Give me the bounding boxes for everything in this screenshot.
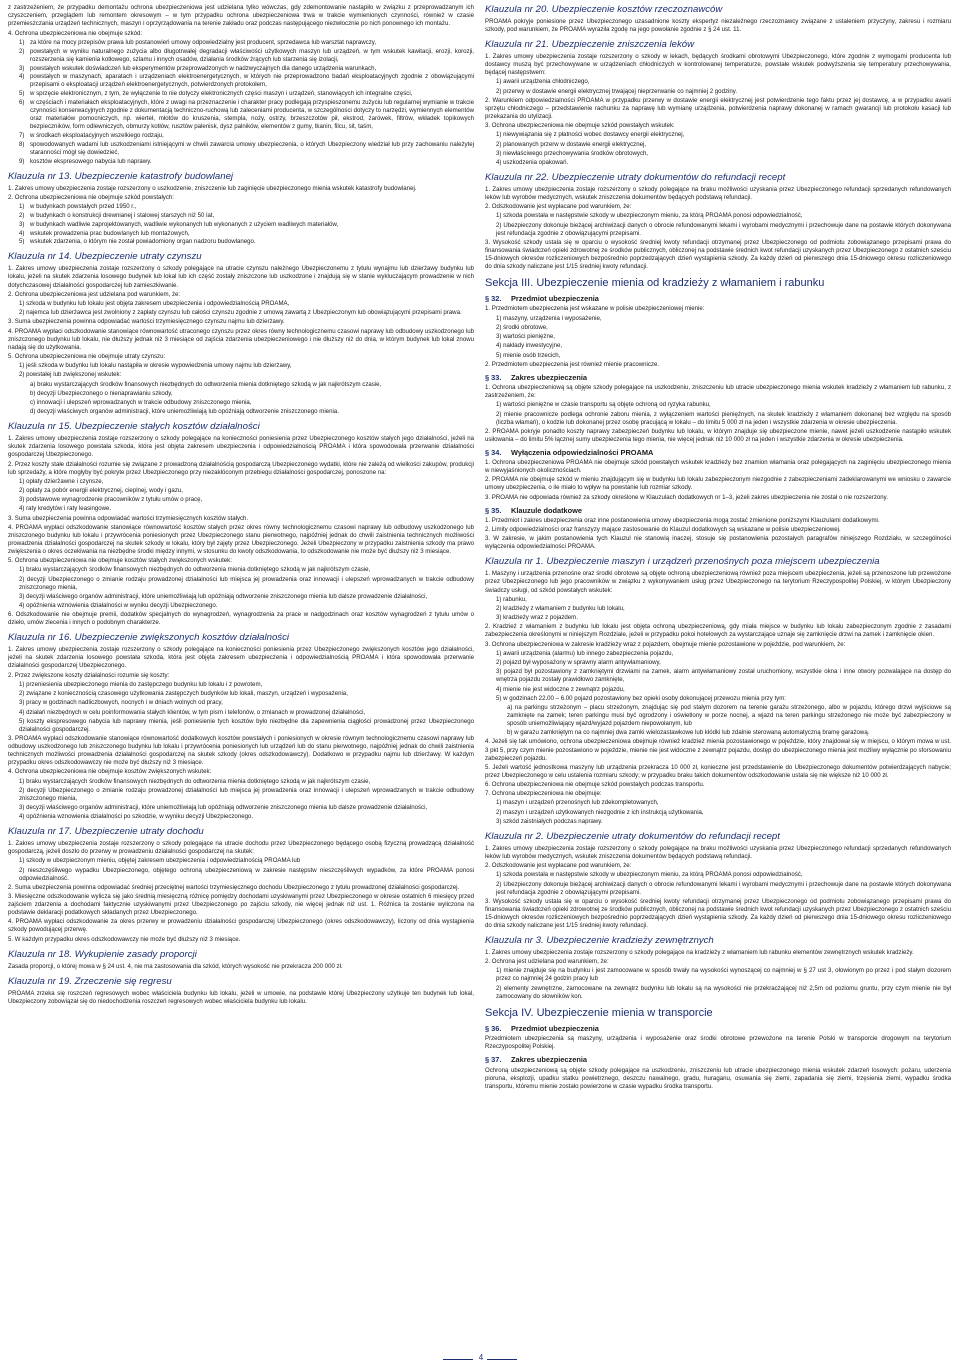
clause-17-text: 5. W każdym przypadku okres odszkodowawczy nie może być dłuższy niż 3 miesiące. <box>8 935 241 943</box>
paragraph-32-text: 5) mienie osób trzecich, <box>496 351 561 359</box>
clause-16-text: 2) związane z koniecznością czasowego użytkowania zastępczych budynków lub lokali, maszyn, urządzeń i wyposażenia, <box>19 690 348 698</box>
clause-13-text: 1. Zakres umowy ubezpieczenia zostaje rozszerzony o uszkodzenie, zniszczenie lub zaginięcie ubezpieczonego mienia wskutek katastrofy budowlanej. <box>8 184 417 192</box>
clause-1-text: 2) pojazd był wyposażony w sprawny alarm antywłamaniowy, <box>496 659 661 667</box>
clause-14-text: 3. Suma ubezpieczenia powinna odpowiadać wartości trzymiesięcznego czynszu najmu lub dzierżawy. <box>8 318 285 326</box>
list-item: 3) powstałych wskutek doświadczeń lub eksperymentów przeprowadzonych w nadzwyczajnych dla danego urządzenia warunkach, <box>19 64 377 72</box>
clause-3-text: 1. Zakres umowy ubezpieczenia zostaje rozszerzony o szkody polegające na kradzieży z włamaniem lub rabunku elementów zewnętrznych wskutek kradzieży. <box>485 948 914 956</box>
clause-21-text: 1. Zakres umowy ubezpieczenia zostaje rozszerzony o szkody w lekach, będących środkami obrotowymi Ubezpieczonego, które zgodnie z wymogami producenta lub dostawcy muszą być przechowywane w urządzeniach chłodniczych w kontrolowanej temperaturze, powstałe wskutek podwyższenia się temperatury przechowywania, będącej następstwem: <box>485 53 951 77</box>
clause-22-text: 2) Ubezpieczony dokonuje bieżącej archiwizacji danych o obrocie refundowanymi lekami i wyrobami medycznymi i przechowuje dane na postawie których dokonywana jest refundacja zgodnie z obowiązującymi przepisami. <box>496 221 951 237</box>
clause-14-text: 5. Ochrona ubezpieczeniowa nie obejmuje utraty czynszu: <box>8 352 166 360</box>
clause-1-text: 3) szkód zaistniałych podczas naprawy. <box>496 817 603 825</box>
exclusions-intro: 4. Ochrona ubezpieczeniowa nie obejmuje szkód: <box>8 29 143 37</box>
clause-22-title: Klauzula nr 22. Ubezpieczenie utraty dokumentów do refundacji recept <box>485 171 786 183</box>
clause-21-text: 2) planowanych przerw w dostawie energii elektrycznej, <box>496 140 647 148</box>
clause-2-title: Klauzula nr 2. Ubezpieczenie utraty dokumentów do refundacji recept <box>485 830 780 842</box>
clause-15-text: 3) podstawowe wynagrodzenie pracowników z tytułu umów o pracę, <box>19 496 203 504</box>
clause-1-text: b) w garażu zamkniętym na co najmniej dwa zamki wielozastawkowe lub kłódki lub zdalnie sterowaną automatyczną bramę garażową. <box>507 729 870 737</box>
clause-17-text: 2. Suma ubezpieczenia powinna odpowiadać średniej przeciętnej wartości trzymiesięcznego dochodu Ubezpieczonego z tytułu prowadzonej działalności gospodarczej. <box>8 883 460 891</box>
clause-14-text: 4. PROAMA wypłaci odszkodowanie stanowiące równowartość utraconego czynszu przez okres równy technologicznemu czasowi naprawy lub odbudowy uszkodzonego lub zniszczonego budynku lub lokalu, nie dłuższy jednak niż 3 miesiące od zajścia zdarzenia ubezpieczeniowego i nie dłuższy niż do dnia, w którym budynek lub lokal znowu nadają się do użytkowania. <box>8 327 474 351</box>
list-item: 1) w budynkach powstałych przed 1950 r., <box>19 203 137 211</box>
clause-15-text: 3) decyzji właściwego organów administracji, które uniemożliwiają lub opóźniają odtworzenie zniszczonego mienia lub dalsze prowadzenie działalności, <box>19 592 428 600</box>
page-number: 4 <box>478 1353 484 1362</box>
clause-14-text: 1) szkoda w budynku lub lokalu jest objęta zakresem ubezpieczenia i odpowiedzialnością PROAMA, <box>19 299 290 307</box>
clause-14-text: 1) jeśli szkoda w budynku lub lokalu nastąpiła w okresie wypowiedzenia umowy najmu lub dzierżawy, <box>19 362 292 370</box>
clause-16-text: 3) decyzji właściwego organów administracji, które uniemożliwiają lub opóźniają odtworzenie zniszczonego mienia lub dalsze prowadzenie działalności, <box>19 803 428 811</box>
clause-21-text: 2. Warunkiem odpowiedzialności PROAMA w przypadku przerwy w dostawie energii elektrycznej jest potwierdzenie tego faktu przez jej dostawcę, a w przypadku awarii sprzętu chłodniczego – przedstawienie rachunku za naprawę lub wymianę urządzenia, potwierdzenia naprawy dokonanej w ramach gwarancji lub protokołu kasacji lub przekazania do utylizacji. <box>485 96 951 120</box>
paragraph-number: § 35. <box>485 505 502 515</box>
clause-1-text: 2) maszyn i urządzeń użytkowanych niezgodnie z ich instrukcją użytkowania, <box>496 808 704 816</box>
clause-13-title: Klauzula nr 13. Ubezpieczenie katastrofy budowlanej <box>8 170 234 182</box>
clause-1-text: 3) pojazd był pozostawiony z zamkniętymi drzwiami na zamek, alarm antywłamaniowy został uruchomiony, wszystkie okna i inne otwory pozwalające na dostęp do wnętrza pojazdu zostały prawidłowo zamknięte, <box>496 668 951 684</box>
clause-14-text: 2) najemca lub dzierżawca jest zwolniony z zapłaty czynszu lub całości czynszu zgodnie z umową zawartą z Ubezpieczonym lub obowiązującymi przepisami prawa. <box>19 309 462 317</box>
section-3-title: Sekcja III. Ubezpieczenie mienia od kradzieży z włamaniem i rabunku <box>485 277 825 290</box>
section-4-title: Sekcja IV. Ubezpieczenie mienia w transporcie <box>485 1006 713 1019</box>
intro-paragraph: z zastrzeżeniem, że przypadku demontażu ochrona ubezpieczeniowa jest udzielana tylko wówczas, gdy zdemontowanie nastąpiło w związku z przeprowadzanym ich czyszczeniem, przeglądem lub remontem okresowym – w tym przypadku ochrona ubezpieczeniowa trwa w trakcie wymienionych czynności, również w czasie przemieszczania urządzeń technicznych, maszyn i oprzyrządowania na terenie zakładu oraz podczas następującego niezwłocznie po nich ponownego ich montażu. <box>8 4 474 28</box>
paragraph-35-text: 1. Przedmiot i zakres ubezpieczenia oraz inne postanowienia umowy ubezpieczenia mogą zostać zmienione poniższymi Klauzulami dodatkowymi. <box>485 516 880 524</box>
clause-20-title: Klauzula nr 20. Ubezpieczenie kosztów rzeczoznawców <box>485 4 723 15</box>
clause-16-text: 1) braku wystarczających środków finansowych niezbędnych do odtworzenia mienia dotkniętego szkodą w jak najkrótszym czasie, <box>19 777 371 785</box>
clause-17-text: 1) szkody w ubezpieczonym mieniu, objętej zakresem ubezpieczenia i odpowiedzialnością PROAMA lub <box>19 857 301 865</box>
clause-21-title: Klauzula nr 21. Ubezpieczenie zniszczenia leków <box>485 39 695 51</box>
clause-17-text: 2) nieszczęśliwego wypadku Ubezpieczonego, objętego ochroną ubezpieczeniową w zakresie następstw nieszczęśliwych wypadków, za które PROAMA ponosi odpowiedzialność. <box>19 866 474 882</box>
clause-1-text: 4) mienie nie jest widoczne z zewnątrz pojazdu, <box>496 685 625 693</box>
clause-1-text: a) na parkingu strzeżonym – placu strzeżonym, znajdując się pod stałym dozorem na terenie garażu strzeżonego, albo w pojazdu, którego drzwi wyjściowe są zamknięte na zamek; teren parkingu musi być ogrodzony i oświetlony w porze nocnej, a wjazd na teren parkingu strzeżonego nie może być zabezpieczony w sposób uniemożliwiający wjazd/wyjazd pojazdem niepowołanym, lub <box>507 703 951 728</box>
clause-15-text: 1) opłaty dzierżawne i czynsze, <box>19 477 104 485</box>
paragraph-33-heading <box>485 373 951 383</box>
clause-16-text: 1. Zakres umowy ubezpieczenia zostaje rozszerzony o szkody polegające na konieczności poniesienia przez Ubezpieczonego zwiększonych kosztów jego działalności, jeżeli na skutek zdarzenia losowego powstała szkoda, która jest objęta zakresem ubezpieczenia i odpowiedzialnością PROAMA i która spowodowała przerwanie działalności gospodarczej Ubezpieczonego. <box>8 646 474 670</box>
paragraph-34-text: 2. PROAMA nie obejmuje szkód w mieniu znajdującym się w budynku lub lokalu zabezpieczonym niezgodnie z zabezpieczeniami zadeklarowanymi we wniosku o zawarcie umowy ubezpieczenia, o ile miało to wpływ na powstanie lub rozmiar szkody. <box>485 476 951 492</box>
paragraph-number: § 34. <box>485 447 502 457</box>
clause-15-text: 1. Zakres umowy ubezpieczenia zostaje rozszerzony o szkody polegające na konieczności poniesienia przez Ubezpieczonego kosztów stałych jego działalności, jeżeli na skutek zdarzenia losowego powstała szkoda, która jest objęta zakresem ubezpieczenia i odpowiedzialnością PROAMA i która spowodowała przerwanie działalności gospodarczej Ubezpieczonego. <box>8 435 474 459</box>
clause-14-title: Klauzula nr 14. Ubezpieczenie utraty czynszu <box>8 251 202 263</box>
clause-16-text: 2) decyzji Ubezpieczonego o zmianie rodzaju prowadzonej działalności lub miejsca jej prowadzenia oraz innowacji i ulepszeń wprowadzanych w trakcie odbudowy zniszczonego mienia, <box>19 786 474 802</box>
clause-14-text: d) decyzji właściwych organów administracji, które uniemożliwiają lub opóźniają odtworzenie zniszczonego mienia. <box>30 408 339 416</box>
clause-1-text: 1) awarii urządzenia (alarmu) lub innego zabezpieczenia pojazdu, <box>496 649 674 657</box>
paragraph-title: Zakres ubezpieczenia <box>511 1055 587 1065</box>
clause-16-text: 2. Przez zwiększone koszty działalności rozumie się koszty: <box>8 671 170 679</box>
list-item: 4) wskutek prowadzenia prac budowlanych lub montażowych, <box>19 229 190 237</box>
clause-1-text: 6. Ochrona ubezpieczeniowa nie obejmuje szkód powstałych podczas transportu. <box>485 781 705 788</box>
list-item: 5) w sprzęcie elektronicznym, z tym, że wyłączenie to nie dotyczy elektronicznych części maszyn i urządzeń, stanowiących ich integralne części, <box>19 90 413 98</box>
clause-22-text: 1) szkoda powstała w następstwie szkody w ubezpieczonym mieniu, za którą PROAMA ponosi odpowiedzialność, <box>496 212 803 220</box>
paragraph-34-text: 3. PROAMA nie odpowiada również za szkody określone w Klauzulach dodatkowych nr 1–3, jeżeli zakres ubezpieczenia nie został o nie rozszerzony. <box>485 493 888 501</box>
clause-2-text: 3. Wysokość szkody ustala się w oparciu o wysokość średniej kwoty refundacji otrzymanej przez Ubezpieczonego od podmiotu zobowiązanego przepisami prawa do finansowania świadczeń opieki zdrowotnej ze środków publicznych, obliczonej na podstawie średnich kwot refundacji uzyskanych przez Ubezpieczonego z ostatnich sześciu 15-dniowych okresów rozliczeniowych bezpośrednio poprzedzających dzień wystąpienia szkody. Za każdy dzień od pierwszego dnia 15-dniowego okresu rozliczeniowego do dnia szkody naliczane jest 1/15 średniej kwoty refundacji. <box>485 897 951 929</box>
paragraph-37-text: Ochroną ubezpieczeniową są objęte szkody polegające na uszkodzeniu, zniszczeniu lub utracie ubezpieczonego mienia wskutek zdarzeń losowych: pożaru, uderzenia pioruna, eksplozji, upadku statku powietrznego, deszczu nawalnego, gradu, huraganu, osuwania się ziemi, zapadania się ziemi, trzęsienia ziemi, wypadku środka transportu, któremu mienie zostało powierzone w czasie wypadku środka transportu. <box>485 1066 951 1090</box>
paragraph-32-text: 1. Przedmiotem ubezpieczenia jest wskazane w polisie ubezpieczeniowej mienie: <box>485 305 705 313</box>
clause-21-text: 3) niewłaściwego przechowywania środków obrotowych, <box>496 149 649 157</box>
clause-21-text: 4) uszkodzenia opakowań. <box>496 158 569 166</box>
clause-15-text: 2. Przez koszty stałe działalności rozumie się związane z prowadzoną działalnością gospodarczą Ubezpieczonego wydatki, które nie zależą od wielkości zakupów, produkcji lub sprzedaży, a które mogłyby być pokryte przez Ubezpieczonego przy niezakłóconym przebiegu działalności gospodarczej, ponoszone na: <box>8 460 474 476</box>
clause-22-text: 2. Odszkodowanie jest wypłacane pod warunkiem, że: <box>485 203 632 211</box>
list-item: 3) w budynkach wadliwie zaprojektowanych, wadliwie wykonanych lub wykonanych z użyciem wadliwych materiałów, <box>19 220 339 228</box>
clause-16-text: 1) przeniesienia ubezpieczonego mienia do zastępczego budynku lub lokalu i z powrotem, <box>19 680 263 688</box>
paragraph-33-text: 1) wartości pieniężne w czasie transportu są objęte ochroną od ryzyka rabunku, <box>496 401 711 409</box>
clause-16-title: Klauzula nr 16. Ubezpieczenie zwiększonych kosztów działalności <box>8 632 290 644</box>
clause-13-text: 2. Ochrona ubezpieczeniowa nie obejmuje szkód powstałych: <box>8 193 174 201</box>
paragraph-35-text: 2. Limity odpowiedzialności oraz franszyzy mające zastosowanie do Klauzul dodatkowych są wskazane w polisie ubezpieczeniowej. <box>485 526 841 534</box>
clause-1-text: 1) maszyn i urządzeń przenośnych lub zdekompletowanych, <box>496 799 659 807</box>
clause-16-text: 4) opóźnienia wznowienia działalności po szkodzie, w wyniku decyzji Ubezpieczonego. <box>19 813 254 821</box>
list-item: 1) za które na mocy przepisów prawa lub postanowień umowy odpowiedzialny jest producent, sprzedawca lub warsztat naprawczy, <box>19 38 377 46</box>
list-item: 2) powstałych w wyniku naturalnego zużycia albo długotrwałej degradacji właściwości użytkowych maszyn lub urządzeń, w tym wskutek kawitacji, erozji, korozji, rozszerzenia się kamienia kotłowego, szlamu i innych osadów, działania środków żrących lub starzenia się izolacji, <box>19 47 474 63</box>
clause-1-title: Klauzula nr 1. Ubezpieczenie maszyn i urządzeń przenośnych poza miejscem ubezpieczenia <box>485 556 880 568</box>
clause-16-text: 4) działań niezbędnych w celu poinformowania stałych klientów, w tym pism i telefonów, o zmianach w prowadzonej działalności, <box>19 708 366 716</box>
clause-16-text: 5) koszty ekspresowego nabycia lub naprawy mienia, jeśli poniesienie tych kosztów było niezbędne dla zapewnienia ciągłości prowadzonej przez Ubezpieczonego działalności gospodarczej. <box>19 717 474 733</box>
clause-14-text: 2. Ochrona ubezpieczeniowa jest udzielana pod warunkiem, że: <box>8 290 181 298</box>
clause-15-text: 4) raty kredytów i raty leasingowe. <box>19 505 112 513</box>
paragraph-34-text: 1. Ochrona ubezpieczeniowa PROAMA nie obejmuje szkód powstałych wskutek kradzieży bez znamion włamania oraz polegających na zaginięciu ubezpieczonego mienia w niewyjaśnionych okolicznościach. <box>485 459 951 475</box>
paragraph-36-heading <box>485 1024 951 1034</box>
clause-2-text: 1) szkoda powstała w następstwie szkody w ubezpieczonym mieniu, za którą PROAMA ponosi odpowiedzialność, <box>496 871 803 879</box>
clause-15-text: 2) opłaty za pobór energii elektrycznej, cieplnej, wody i gazu, <box>19 486 183 494</box>
list-item: 7) w środkach eksploatacyjnych wszelkiego rodzaju, <box>19 131 164 139</box>
clause-15-text: 3. Suma ubezpieczenia powinna odpowiadać wartości trzymiesięcznych kosztów stałych. <box>8 514 249 522</box>
paragraph-32-heading <box>485 294 951 304</box>
list-item: 8) spowodowanych wadami lub uszkodzeniami istniejącymi w chwili zawarcia umowy ubezpieczenia, o których Ubezpieczony wiedział lub przy zachowaniu należytej staranności mógł się dowiedzieć, <box>19 140 474 156</box>
clause-21-text: 1) awarii urządzenia chłodniczego, <box>496 78 590 86</box>
paragraph-title: Wyłączenia odpowiedzialności PROAMA <box>511 447 654 457</box>
clause-15-text: 1) braku wystarczających środków finansowych niezbędnych do odtworzenia mienia dotkniętego szkodą w jak najkrótszym czasie, <box>19 566 371 574</box>
paragraph-36-text: Przedmiotem ubezpieczenia są maszyny, urządzenia i wyposażenie oraz środki obrotowe przewożone na terenie Polski w transporcie drogowym na terytorium Rzeczypospolitej Polskiej. <box>485 1035 951 1051</box>
list-item: 9) kosztów ekspresowego nabycia lub naprawy. <box>19 157 152 165</box>
clause-14-text: 1. Zakres umowy ubezpieczenia zostaje rozszerzony o szkody polegające na utracie czynszu należnego Ubezpieczonemu z tytułu wynajmu lub dzierżawy budynku lub lokalu, jeżeli na skutek zdarzenia losowego budynek lub lokal lub ich część zostały zniszczone lub uszkodzone i znajdują się w stanie wykluczającym prowadzenie w nich dotychczasowej działalności gospodarczej lub zamieszkiwanie. <box>8 265 474 289</box>
paragraph-32-text: 2) środki obrotowe, <box>496 323 548 331</box>
footer-rule-left <box>443 1359 473 1360</box>
clause-1-text: 1. Maszyny i urządzenia przenośne oraz środki obrotowe są objęte ochroną ubezpieczeniową również poza miejscem ubezpieczenia, jeżeli są przenoszone lub przewożone przez Ubezpieczonego lub jego pracowników w związku z wykonywaniem usług przez Ubezpieczonego na terytorium Rzeczypospolitej Polskiej, w którym Ubezpieczony świadczy usługi, od szkód powstałych wskutek: <box>485 570 951 594</box>
clause-21-text: 3. Ochrona ubezpieczeniowa nie obejmuje szkód powstałych wskutek: <box>485 122 675 130</box>
paragraph-33-text: 1. Ochrona ubezpieczeniową są objęte szkody polegające na uszkodzeniu, zniszczeniu lub utracie ubezpieczonego mienia wskutek kradzieży z włamaniem lub rabunku, z zastrzeżeniem, że: <box>485 384 951 400</box>
clause-3-text: 2) elementy zewnętrzne, zamocowane na zewnątrz budynku lub lokalu są na wysokości nie przekraczającej niż 2,5m od poziomu gruntu, przy czym mienie nie był zamocowany do słowników kon. <box>496 984 951 1000</box>
clause-1-text: 2. Kradzież z włamaniem z budynku lub lokalu jest objęta ochroną ubezpieczeniową, gdy miała miejsce w budynku lub lokalu zabezpieczonym zgodnie z zasadami zabezpieczenia określonymi w niniejszym Rozdziale, jeżeli w przypadku pokoi hotelowych za wystarczające uznaje się zamknięcie drzwi na zamek i zamknięcie okien. <box>485 623 951 639</box>
clause-1-text: 2) kradzieży z włamaniem z budynku lub lokalu, <box>496 604 625 612</box>
clause-14-text: a) braku wystarczających środków finansowych niezbędnych do odtworzenia mienia dotkniętego szkodą w jak najkrótszym czasie, <box>30 380 382 388</box>
clause-16-text: 3) pracy w godzinach nadliczbowych, nocnych i w dniach wolnych od pracy, <box>19 699 223 707</box>
paragraph-title: Przedmiot ubezpieczenia <box>511 294 599 304</box>
clause-1-text: 3) kradzieży wraz z pojazdem. <box>496 614 578 622</box>
exclusions-list <box>19 39 474 166</box>
clause-3-title: Klauzula nr 3. Ubezpieczenie kradzieży zewnętrznych <box>485 934 714 946</box>
paragraph-title: Zakres ubezpieczenia <box>511 372 587 382</box>
clause-15-text: 2) decyzji Ubezpieczonego o zmianie rodzaju prowadzonej działalności lub miejsca jej prowadzenia oraz innowacji i ulepszeń wprowadzanych w trakcie odbudowy zniszczonego mienia, <box>19 575 474 591</box>
paragraph-37-heading <box>485 1055 951 1065</box>
clause-16-text: 4. Ochrona ubezpieczeniowa nie obejmuje kosztów zwiększonych wskutek: <box>8 768 212 776</box>
paragraph-32-text: 1) maszyny, urządzenia i wyposażenie, <box>496 314 602 322</box>
clause-1-text: 1) rabunku, <box>496 595 527 603</box>
clause-15-text: 4. PROAMA wypłaci odszkodowanie stanowiące równowartość kosztów stałych przez okres równy technologicznemu czasowi naprawy lub odbudowy uszkodzonego lub zniszczonego budynku lub lokalu i przywrócenia poniesionych przez Ubezpieczonego stanu pierwotnego, najpóźniej jednak do chwili zaistnienia technicznych możliwości prowadzenia działalności gospodarczej na skutek szkody w lokalu, który był zajęty przez Ubezpieczonego. Jeżeli Ubezpieczony w przypadku zaistnienia szkody ma prawo zwiększenia o okres oczekiwania na niezbędne środki między innymi, w stosunku do kwoty odszkodowania, to odszkodowanie nie może być dłuższy niż 3 miesiące. <box>8 523 474 555</box>
paragraph-33-text: 2. PROAMA pokryje ponadto koszty naprawy zabezpieczeń budynku lub lokalu, w którym znajduje się ubezpieczone mienie, nawet jeżeli uszkodzenie nastąpiło wskutek usiłowania – do limitu 5% łącznej sumy ubezpieczenia tego mienia, nie więcej jednak niż 10 000 zł na jeden i wszystkie zdarzenia w okresie ubezpieczenia. <box>485 427 951 443</box>
paragraph-35-heading <box>485 506 951 516</box>
clause-18-title: Klauzula nr 18. Wykupienie zasady proporcji <box>8 948 197 960</box>
paragraph-32-text: 2. Przedmiotem ubezpieczenia jest również mienie pracownicze. <box>485 360 660 368</box>
clause-14-text: 2) powstałej lub zwiększonej wskutek: <box>19 371 122 379</box>
clause-17-text: 3. Miesięczne odszkodowanie wylicza się jako średnią miesięczną różnicę pomiędzy dochodami uzyskiwanymi przez Ubezpieczonego w okresie ostatnich 6 miesięcy przed zajściem zdarzenia a dochodami faktycznie uzyskiwanymi przez Ubezpieczonego po zajściu szkody, nie więcej jednak niż ust. 1. Różnica ta zostanie wyliczona na podstawie deklaracji podatkowych składanych przez Ubezpieczonego. <box>8 893 474 917</box>
clause-15-text: 6. Odszkodowanie nie obejmuje premii, dodatków specjalnych do wynagrodzeń, wynagrodzenia za prace w nadgodzinach oraz kosztów wynagrodzeń z tytułu umów o dzieło, umów zlecenia i innych o podobnym charakterze. <box>8 611 474 627</box>
clause-21-text: 1) niewywiązania się z płatności wobec dostawcy energii elektrycznej, <box>496 131 685 139</box>
clause-2-text: 1. Zakres umowy ubezpieczenia zostaje rozszerzony o szkody polegające na braku możliwości uzyskania przez Ubezpieczonego refundacji sprzedanych refundowanych leków lub wyrobów medycznych, wskutek zniszczenia dokumentów będących podstawą refundacji. <box>485 844 951 860</box>
paragraph-number: § 36. <box>485 1023 502 1033</box>
clause-17-text: 4. PROAMA wypłaci odszkodowanie za okres przerwy w prowadzeniu działalności gospodarczej Ubezpieczonego (okres odszkodowawczy), liczony od dnia wystąpienia szkody powodującej przerwę. <box>8 918 474 934</box>
paragraph-number: § 37. <box>485 1055 502 1065</box>
paragraph-title: Klauzule dodatkowe <box>511 505 583 515</box>
clause-20-text: PROAMA pokryje poniesione przez Ubezpieczonego uzasadnione koszty ekspertyz niezależnego rzeczoznawcy związane z ustaleniem przyczyny, zakresu i rozmiaru szkody, pod warunkiem, że PROAMA wyraziła zgodę na jego powołanie zgodnie z § 24 ust. 11. <box>485 18 951 34</box>
paragraph-35-text: 3. W zakresie, w jakim postanowienia tych Klauzul nie stanowią inaczej, stosuje się postanowienia pozostałych paragrafów niniejszego Rozdziału, w szczególności wyłączenia odpowiedzialności PROAMA. <box>485 535 951 551</box>
clause-18-text: Zasada proporcji, o której mowa w § 24 ust. 4, nie ma zastosowania dla szkód, których wysokość nie przekracza 200 000 zł. <box>8 962 343 970</box>
paragraph-number: § 32. <box>485 294 502 304</box>
paragraph-33-text: 2) mienie pracownicze podlega ochronie zaboru mienia, z wyłączeniem wartości pieniężnych, na skutek kradzieży z włamaniem dokonanej bez względu na sposób (liczba włamań), o kodzie lub dokonanej przez osobę pracującą w lokalu – do limitu 5 000 zł na jeden i wszystkie zdarzenia w okresie ubezpieczenia. <box>496 410 951 426</box>
clause-22-text: 3. Wysokość szkody ustala się w oparciu o wysokość średniej kwoty refundacji otrzymanej przez Ubezpieczonego od podmiotu zobowiązanego przepisami prawa do finansowania świadczeń opieki zdrowotnej ze środków publicznych, obliczonej na podstawie średnich kwot refundacji uzyskanych przez Ubezpieczonego z ostatnich sześciu 15-dniowych okresów rozliczeniowych bezpośrednio poprzedzających dzień wystąpienia szkody. Za każdy dzień od pierwszego dnia 15-dniowego okresu rozliczeniowego do dnia szkody naliczane jest 1/15 średniej kwoty refundacji. <box>485 238 951 270</box>
clause-19-title: Klauzula nr 19. Zrzeczenie się regresu <box>8 975 172 987</box>
clause-15-text: 4) opóźnienia wznowienia działalności w wyniku decyzji Ubezpieczonego. <box>19 602 218 610</box>
paragraph-32-text: 4) nakłady inwestycyjne, <box>496 342 563 350</box>
clause-1-text: 4. Jeżeli się tak umówiono, ochrona ubezpieczeniowa obejmuje również kradzież mienia pozostawionego w pojeździe, który znajdował się w miejscu, o którym mowa w ust. 3 pkt 5, przy czym mienie pozostawiono w pojeździe, mienie nie jest widoczne z zewnątrz pojazdu, dostęp do ubezpieczonego mienia jest możliwy wyłącznie po sforsowaniu zabezpieczeń pojazdu. <box>485 738 951 762</box>
list-item: 6) w częściach i materiałach eksploatacyjnych, które z uwagi na przeznaczenie i charakter pracy podlegają przyspieszonemu zużyciu lub regularnej wymianie w trakcie czynności konserwacyjnych zgodnie z dokumentacją techniczno-ruchową lub zaleceniami producenta, w szczególności dotyczy to narzędzi, wymiennych elementów oraz materiałów pomocniczych, np. wierteł, młotów do kruszenia, stempla, noży, ostrzy, brzeszczotów pił, ekstrod, żarówek, filtrów, wkładek topikowych bezpieczników, form odlewniczych, obmurzy kotłów, rusztów palenisk, dysz palników, elementów z gumy, tkanin, filcu, sit, taśm, <box>19 99 474 131</box>
clause-14-text: b) decyzji Ubezpieczonego o nienaprawianiu szkody, <box>30 389 173 397</box>
clause-15-text: 5. Ochrona ubezpieczeniowa nie obejmuje kosztów stałych zwiększonych wskutek: <box>8 557 232 565</box>
paragraph-number: § 33. <box>485 372 502 382</box>
clause-1-text: 7. Ochrona ubezpieczeniowa nie obejmuje: <box>485 790 602 798</box>
right-column <box>485 4 951 1350</box>
clause-1-text: 5. Jeżeli wartość jednostkowa maszyny lub urządzenia przekracza 10 000 zł, konieczne jest przedstawienie do Ubezpieczonego dokumentów potwierdzających nabycie; przez Ubezpieczonego w celu ustalenia rozmiaru szkody; w przypadku braku takich dokumentów odszkodowanie ustala się nie większe niż 10 000 zł. <box>485 763 951 779</box>
paragraph-34-heading <box>485 448 951 458</box>
clause-21-text: 2) przerwy w dostawie energii elektrycznej trwającej nieprzerwanie co najmniej 2 godziny. <box>496 87 738 95</box>
clause-14-text: c) innowacji i ulepszeń wprowadzanych w trakcie odbudowy zniszczonego mienia, <box>30 398 252 406</box>
footer-rule-right <box>487 1359 517 1360</box>
clause-19-text: PROAMA zrzeka się roszczeń regresowych wobec właściciela budynku lub lokalu, jeżeli w umowie, na podstawie której Ubezpieczony użytkuje ten budynek lub lokal, Ubezpieczony zobowiązał się do niedochodzenia roszczeń regresowych wobec właściciela budynku lub lokalu. <box>8 989 474 1005</box>
list-item: 2) w budynkach o konstrukcji drewnianej i stalowej starszych niż 50 lat, <box>19 211 215 219</box>
clause-17-title: Klauzula nr 17. Ubezpieczenie utraty dochodu <box>8 826 204 838</box>
clause-2-text: 2. Odszkodowanie jest wypłacane pod warunkiem, że: <box>485 862 632 870</box>
paragraph-title: Przedmiot ubezpieczenia <box>511 1023 599 1033</box>
list-item: 4) powstałych w maszynach, aparatach i urządzeniach elektroenergetycznych, w których nie przeprowadzono badań eksploatacyjnych zgodnie z obowiązującymi przepisami o eksploatacji urządzeń elektroenergetycznych, potwierdzonych protokołem, <box>19 73 474 89</box>
left-column <box>8 4 474 1350</box>
clause-16-text: 3. PROAMA wypłaci odszkodowanie stanowiące równowartość dodatkowych kosztów powstałych i poniesionych w okresie równym technologicznemu czasowi naprawy lub odbudowy uszkodzonego lub zniszczonego budynku lub lokalu i przywrócenia poniesionych lub urządzeń lub do stanu pierwotnego, najpóźniej jednak do chwili zaistnienia technicznych możliwości prowadzenia działalności gospodarczej na skutek szkody (okres odszkodowawczy). Dodatkowo w przypadku najmu lub dzierżawy. W każdym przypadku okres odszkodowawczy nie może być dłuższy niż 3 miesiące. <box>8 734 474 767</box>
clause-2-text: 2) Ubezpieczony dokonuje bieżącej archiwizacji danych o obrocie refundowanymi lekami i wyrobami medycznymi i przechowuje dane na postawie których dokonywana jest refundacja zgodnie z obowiązującymi przepisami. <box>496 880 951 896</box>
clause-3-text: 1) mienie znajduje się na budynku i jest zamocowane w sposób trwały na wysokości wynoszącej co najmniej w § 27 ust 3, ołowionym po przez i pod stałym dozorem przez co najmniej 24 godzin pracy lub <box>496 967 951 983</box>
clause-3-text: 2. Ochrona jest udzielana pod warunkiem, że: <box>485 958 609 966</box>
paragraph-32-text: 3) wartości pieniężne, <box>496 333 555 341</box>
list-item: 5) wskutek zdarzenia, o którym nie został powiadomiony organ nadzoru budowlanego. <box>19 238 256 246</box>
clause-22-text: 1. Zakres umowy ubezpieczenia zostaje rozszerzony o szkody polegające na braku możliwości uzyskania przez Ubezpieczonego refundacji sprzedanych refundowanych leków lub wyrobów medycznych, wskutek zniszczenia dokumentów będących podstawą refundacji. <box>485 185 951 201</box>
clause-15-title: Klauzula nr 15. Ubezpieczenie stałych kosztów działalności <box>8 421 260 433</box>
clause-13-list <box>19 203 474 246</box>
clause-1-text: 3. Ochrona ubezpieczeniowa w zakresie kradzieży wraz z pojazdem, obejmuje mienie pozostawione w pojeździe, pod warunkiem, że: <box>485 640 846 648</box>
clause-17-text: 1. Zakres umowy ubezpieczenia zostaje rozszerzony o szkody polegające na utracie dochodu przez Ubezpieczonego będącego osobą fizyczną prowadzącą działalność gospodarczą, jeżeli doszło do przerwy w prowadzeniu działalności gospodarczej na skutek: <box>8 840 474 856</box>
clause-1-text: 5) w godzinach 22.00 – 6.00 pojazd pozostawiony bez opieki osoby dokonującej przewozu mienia przy tym: <box>496 694 786 702</box>
